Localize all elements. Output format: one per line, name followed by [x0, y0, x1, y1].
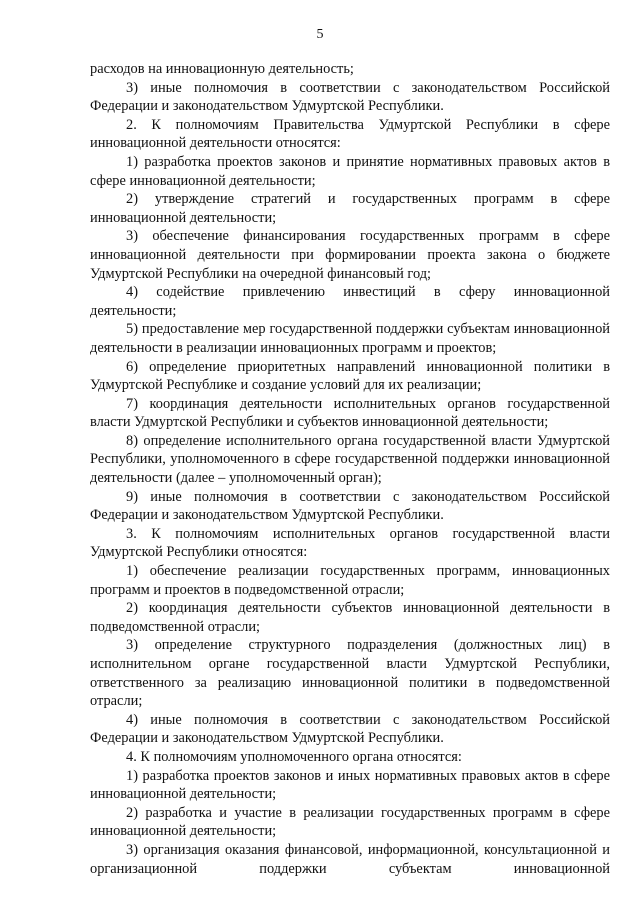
paragraph: 3) определение структурного подразделения (должностных лиц) в исполнительном органе государственной власти Удмуртской Республики, ответственного за реализацию инновационной политики в подведомственной отрасли; — [90, 637, 610, 710]
paragraph: 6) определение приоритетных направлений инновационной политики в Удмуртской Республике и создание условий для их реализации; — [90, 358, 610, 394]
paragraph: 1) разработка проектов законов и иных нормативных правовых актов в сфере инновационной деятельности; — [90, 767, 610, 803]
paragraph: 3. К полномочиям исполнительных органов государственной власти Удмуртской Республики относятся: — [90, 525, 610, 561]
paragraph: 2) разработка и участие в реализации государственных программ в сфере инновационной деятельности; — [90, 804, 610, 840]
paragraph: 3) иные полномочия в соответствии с законодательством Российской Федерации и законодательством Удмуртской Республики. — [90, 79, 610, 115]
paragraph: 4) иные полномочия в соответствии с законодательством Российской Федерации и законодательством Удмуртской Республики. — [90, 711, 610, 747]
paragraph: 2) координация деятельности субъектов инновационной деятельности в подведомственной отрасли; — [90, 600, 610, 635]
paragraph: 7) координация деятельности исполнительных органов государственной власти Удмуртской Республики и субъектов инновационной деятельности; — [90, 395, 610, 431]
paragraph: 3) организация оказания финансовой, информационной, консультационной и организационной поддержки субъектам инновационной — [90, 841, 610, 877]
paragraph: 1) обеспечение реализации государственных программ, инновационных программ и проектов в подведомственной отрасли; — [90, 563, 610, 598]
paragraph: 2) утверждение стратегий и государственных программ в сфере инновационной деятельности; — [90, 191, 610, 226]
paragraph: 8) определение исполнительного органа государственной власти Удмуртской Республики, уполномоченного в сфере государственной поддержки инновационной деятельности (далее – уполномоченный орган); — [90, 432, 610, 487]
paragraph: 4. К полномочиям уполномоченного органа относятся: — [126, 748, 462, 765]
paragraph: 3) обеспечение финансирования государственных программ в сфере инновационной деятельности при формировании проекта закона о бюджете Удмуртской Республики на очередной финансовый год; — [90, 228, 610, 282]
paragraph: расходов на инновационную деятельность; — [90, 61, 354, 77]
paragraph: 4) содействие привлечению инвестиций в сферу инновационной деятельности; — [90, 284, 610, 319]
paragraph: 9) иные полномочия в соответствии с законодательством Российской Федерации и законодательством Удмуртской Республики. — [90, 488, 610, 524]
page-number: 5 — [316, 27, 324, 42]
document-body — [90, 60, 610, 878]
paragraph: 2. К полномочиям Правительства Удмуртской Республики в сфере инновационной деятельности относятся: — [90, 116, 610, 152]
paragraph: 5) предоставление мер государственной поддержки субъектам инновационной деятельности в реализации инновационных программ и проектов; — [90, 321, 610, 356]
paragraph: 1) разработка проектов законов и принятие нормативных правовых актов в сфере инновационной деятельности; — [90, 153, 610, 189]
